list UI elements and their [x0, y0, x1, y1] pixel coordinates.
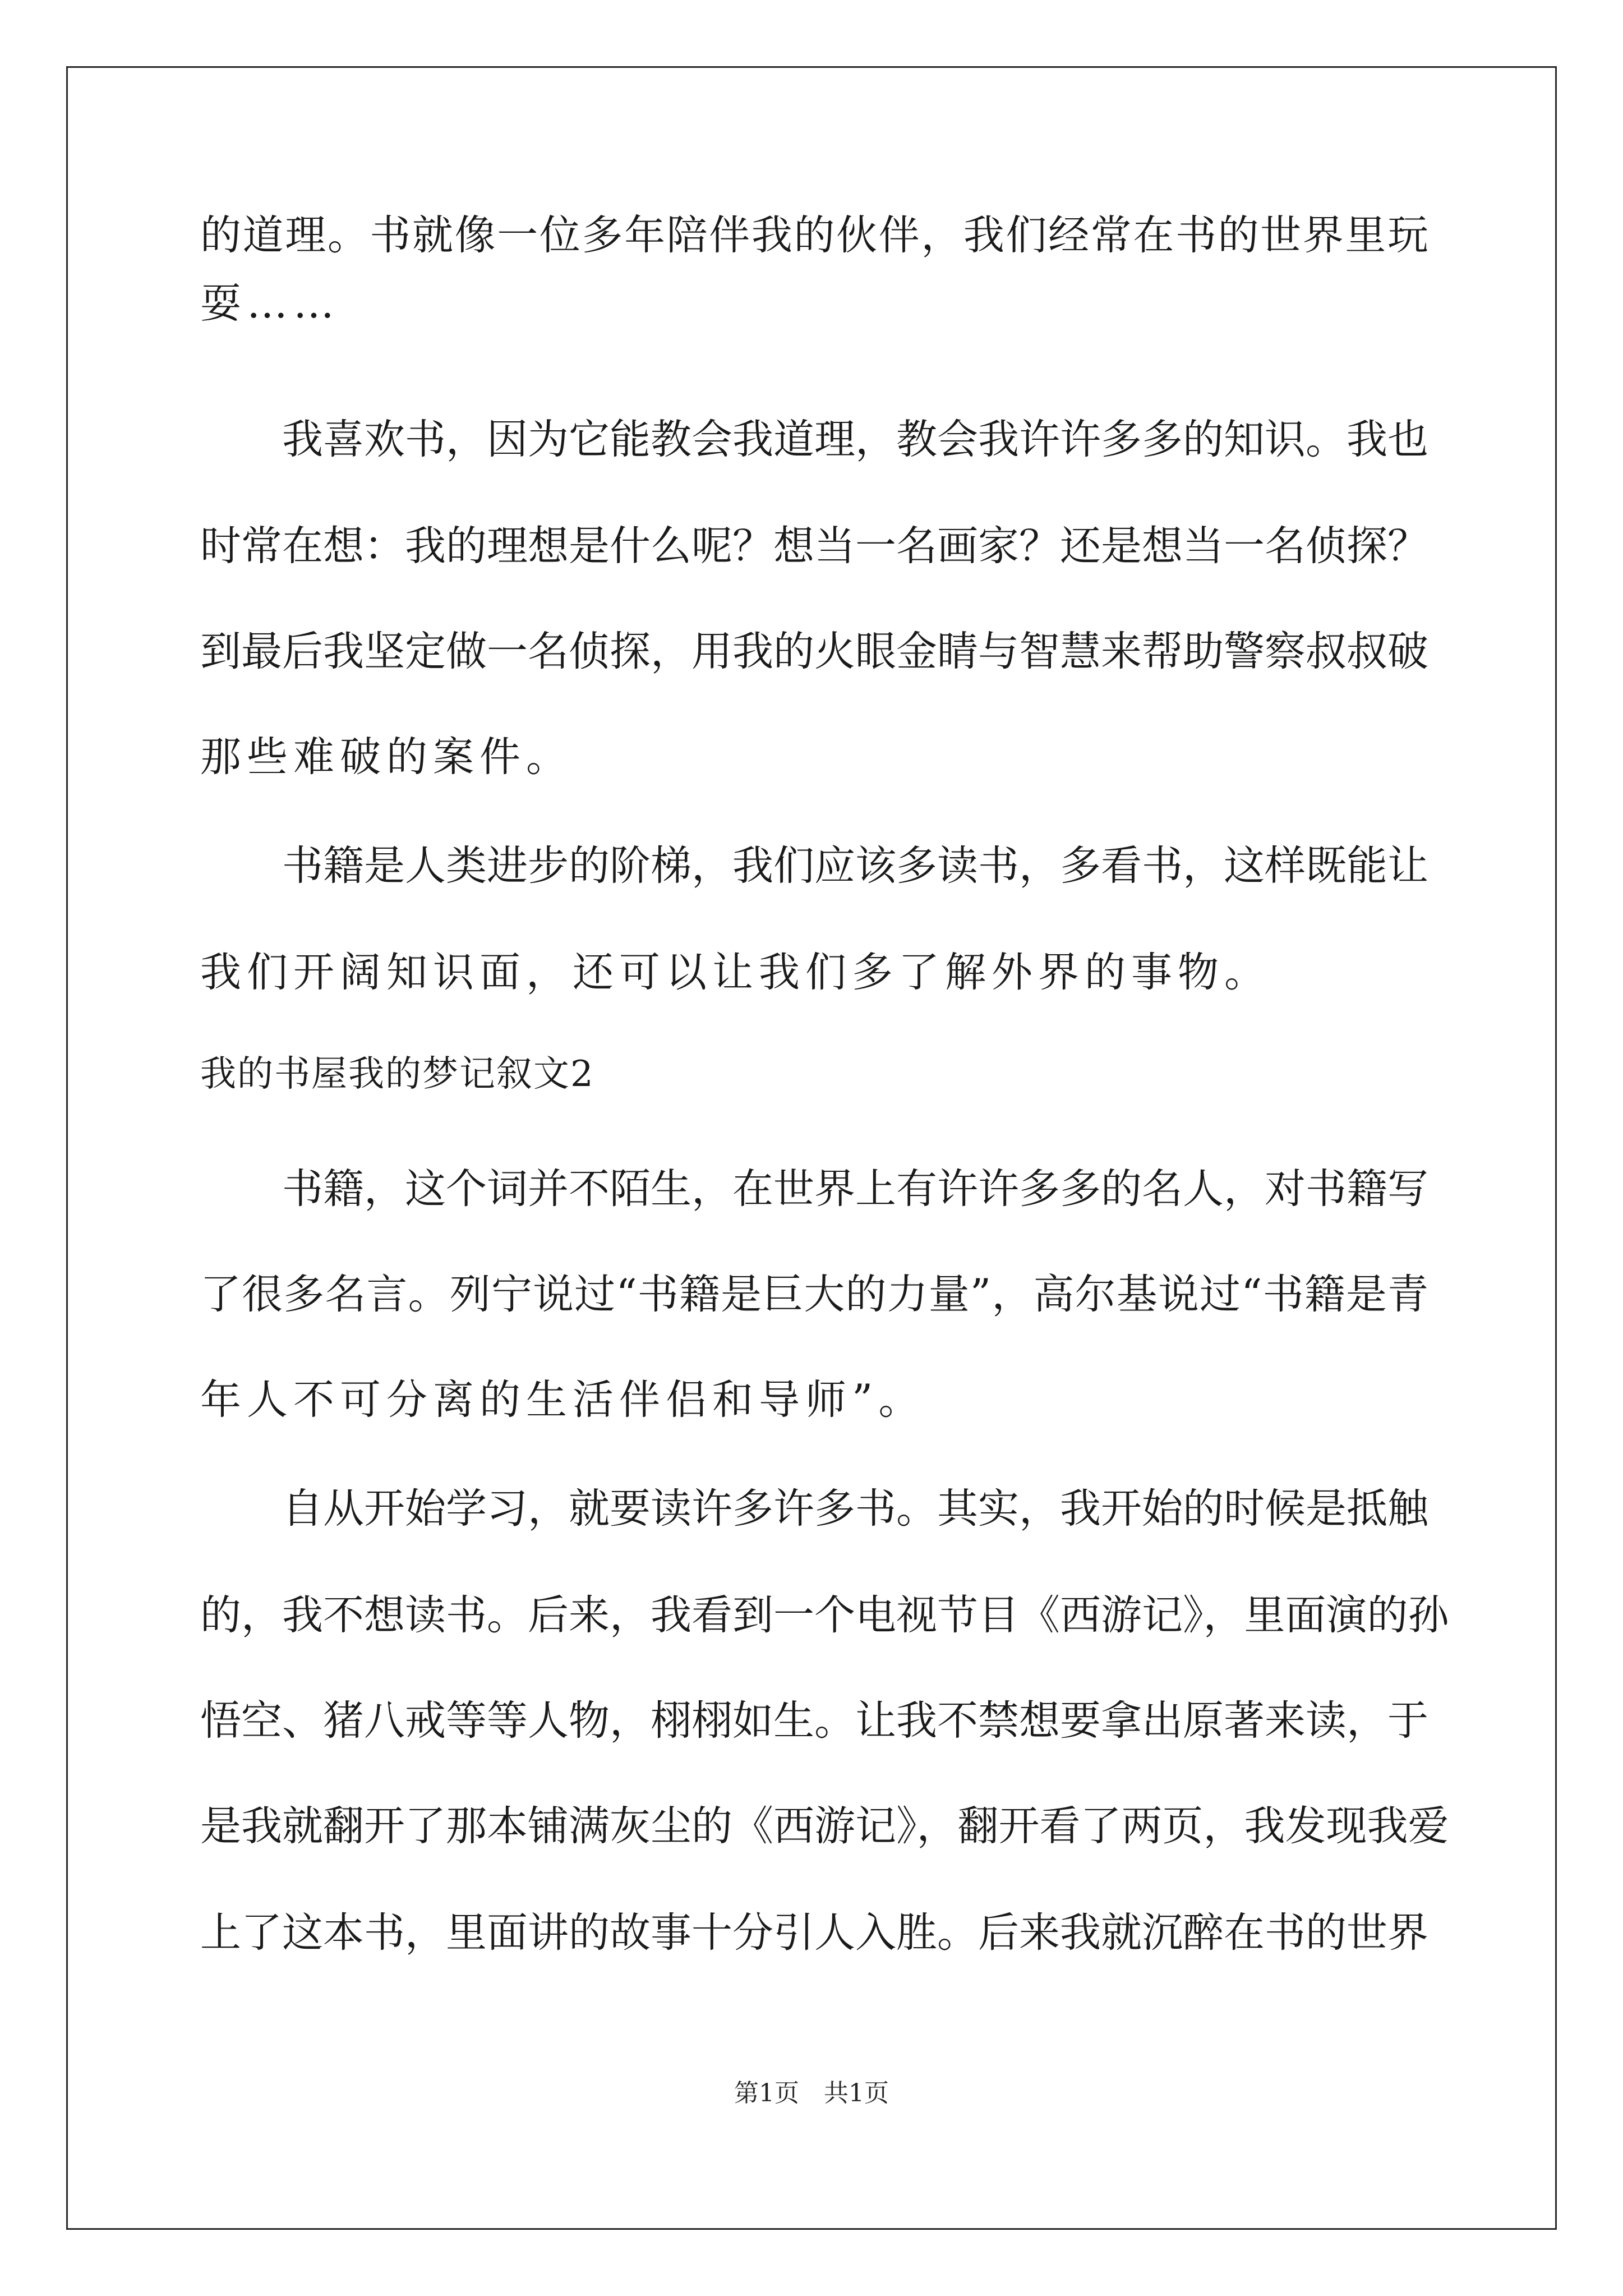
text-line: 耍……: [200, 280, 340, 328]
text-line: 悟空、猪八戒等等人物，栩栩如生。让我不禁想要拿出原著来读，于: [200, 1697, 1428, 1745]
page-number-footer: 第1页 共1页: [734, 2079, 889, 2108]
text-line: 是我就翻开了那本铺满灰尘的《西游记》，翻开看了两页，我发现我爱: [200, 1802, 1449, 1850]
text-line: 上了这本书，里面讲的故事十分引人入胜。后来我就沉醉在书的世界: [200, 1909, 1428, 1957]
text-line: 我喜欢书，因为它能教会我道理，教会我许许多多的知识。我也: [282, 416, 1428, 463]
text-line: 的，我不想读书。后来，我看到一个电视节目《西游记》，里面演的孙: [200, 1591, 1449, 1639]
text-line: 我们开阔知识面，还可以让我们多了解外界的事物。: [200, 949, 1271, 996]
section-heading: 我的书屋我的梦记叙文2: [200, 1053, 594, 1095]
text-line: 时常在想：我的理想是什么呢？想当一名画家？还是想当一名侦探？: [200, 522, 1428, 570]
text-line: 那些难破的案件。: [200, 733, 573, 781]
text-line: 自从开始学习，就要读许多许多书。其实，我开始的时候是抵触: [282, 1485, 1428, 1533]
text-line: 了很多名言。列宁说过“书籍是巨大的力量”，高尔基说过“书籍是青: [200, 1271, 1428, 1318]
text-line: 到最后我坚定做一名侦探，用我的火眼金睛与智慧来帮助警察叔叔破: [200, 628, 1428, 675]
text-line: 书籍是人类进步的阶梯，我们应该多读书，多看书，这样既能让: [282, 842, 1428, 890]
text-line: 书籍，这个词并不陌生，在世界上有许许多多的名人，对书籍写: [282, 1165, 1428, 1213]
text-line: 年人不可分离的生活伴侣和导师”。: [200, 1376, 925, 1424]
text-line: 的道理。书就像一位多年陪伴我的伙伴，我们经常在书的世界里玩: [200, 211, 1428, 259]
